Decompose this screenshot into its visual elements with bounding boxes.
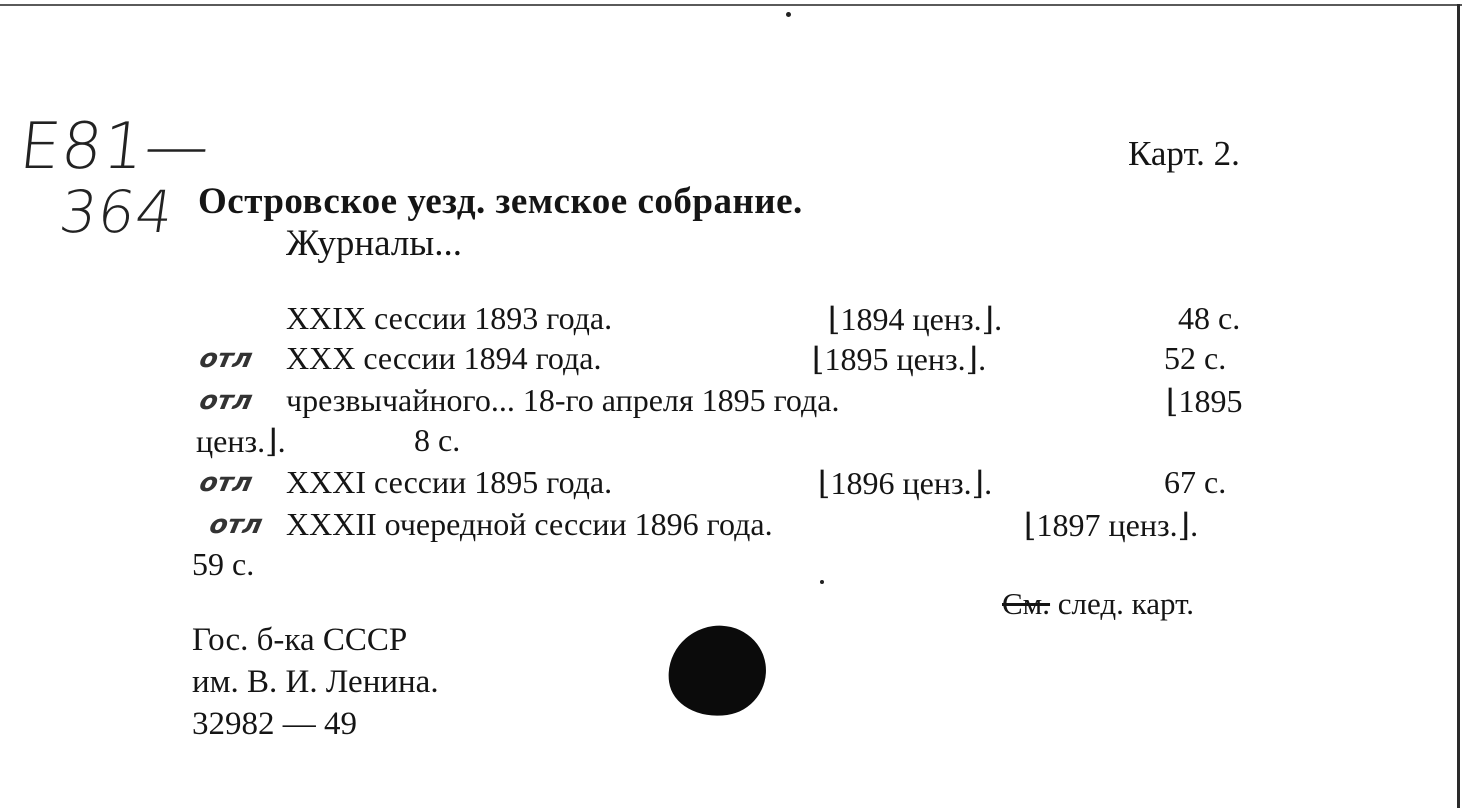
entry-handwritten-mark: отл [196,468,256,498]
speck [786,12,791,17]
speck [820,580,824,584]
entry-text: XXXI сессии 1895 года. [286,464,613,500]
see-next-text: след. карт. [1050,586,1195,621]
ink-blot [662,620,772,723]
entry-pages: 52 с. [1164,340,1227,376]
entry-text: XXX сессии 1894 года. [286,340,602,376]
entry-censor: ⌊1896 ценз.⌋. [818,465,993,501]
handwritten-shelfmark-line2: 364 [55,178,179,246]
entry-pages: 48 с. [1178,300,1241,336]
see-next-card [1002,586,1194,622]
catalog-subtitle: Журналы... [286,223,462,264]
entry-handwritten-mark: отл [206,510,266,540]
catalog-title: Островское уезд. земское собрание. [198,181,803,222]
see-next-struck: См. [1002,586,1051,621]
entry-text: чрезвычайного... 18-го апреля 1895 года. [286,382,840,418]
entry-censor: ⌊1894 ценз.⌋. [828,301,1003,337]
entry-pages: 59 с. [192,546,255,582]
card-number: Карт. 2. [1128,134,1240,173]
entry-pages: 67 с. [1164,464,1227,500]
library-stamp-line2: им. В. И. Ленина. [192,664,439,700]
entry-censor-continuation: ценз.⌋. [196,423,286,459]
entry-text: XXXII очередной сессии 1896 года. [286,506,773,542]
entry-censor: ⌊1897 ценз.⌋. [1024,507,1199,543]
card-edge-right [1457,4,1460,808]
library-stamp-line1: Гос. б-ка СССР [192,622,408,658]
entry-handwritten-mark: отл [196,344,256,374]
entry-censor: ⌊1895 ценз.⌋. [812,341,987,377]
entry-text: XXIX сессии 1893 года. [286,300,613,336]
handwritten-shelfmark-line1: E81— [16,110,214,184]
entry-pages: 8 с. [414,422,461,458]
entry-handwritten-mark: отл [196,386,256,416]
card-edge-top [0,4,1462,6]
library-stamp-line3: 32982 — 49 [192,706,357,742]
entry-censor: ⌊1895 [1166,383,1243,419]
